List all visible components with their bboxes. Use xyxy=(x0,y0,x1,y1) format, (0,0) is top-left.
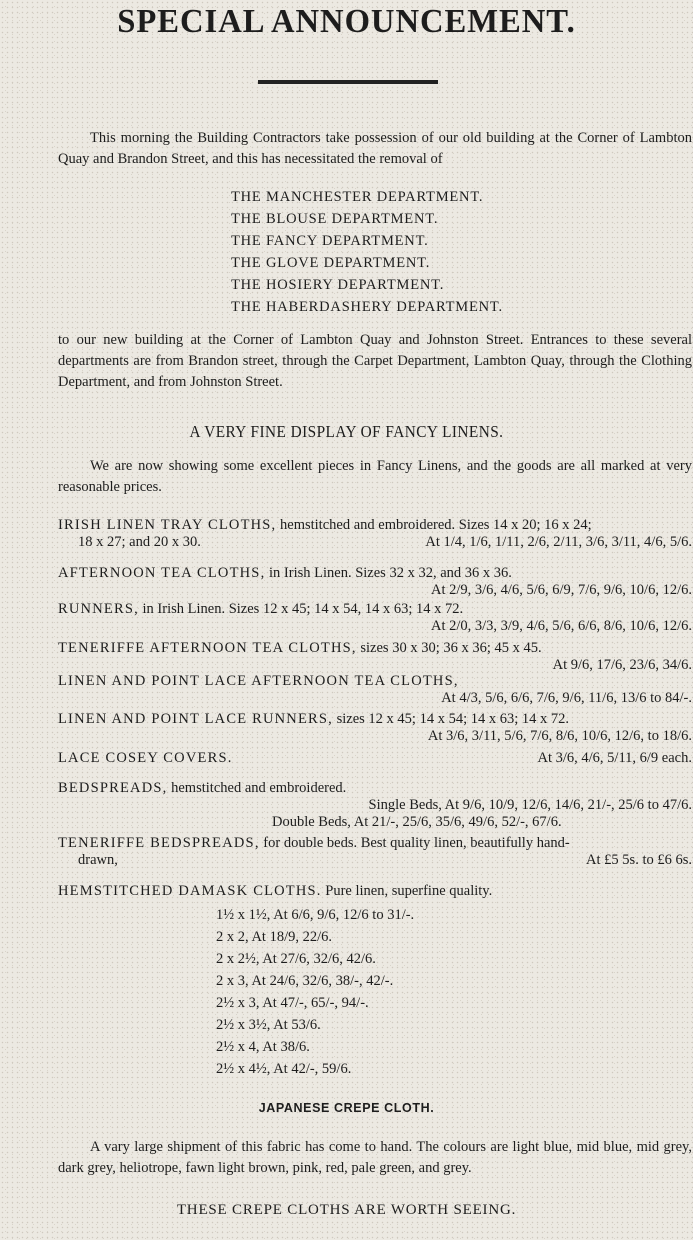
product-desc: sizes 12 x 45; 14 x 54; 14 x 63; 14 x 72. xyxy=(336,711,570,727)
product-lace-runners xyxy=(58,711,692,745)
damask-size-list xyxy=(216,904,414,1080)
department-list xyxy=(231,186,503,318)
product-desc: sizes 30 x 30; 36 x 36; 45 x 45. xyxy=(360,640,542,656)
product-desc: in Irish Linen. Sizes 12 x 45; 14 x 54, 14 x 63; 14 x 72. xyxy=(142,601,464,617)
relocation-paragraph: to our new building at the Corner of Lambton Quay and Johnston Street. Entrances to these several departments are from Brandon street, through the Carpet Department, Lambton Quay, through the Clothing Department, and from Johnston Street. xyxy=(58,332,692,390)
linens-heading: A VERY FINE DISPLAY OF FANCY LINENS. xyxy=(189,422,504,441)
product-prices: At 2/9, 3/6, 4/6, 5/6, 6/9, 7/6, 9/6, 10/6, 12/6. xyxy=(430,582,692,598)
damask-size-item: 2½ x 4, At 38/6. xyxy=(216,1039,310,1055)
product-sizes: 18 x 27; and 20 x 30. xyxy=(78,534,201,550)
product-runners xyxy=(58,601,692,635)
department-item: THE MANCHESTER DEPARTMENT. xyxy=(231,189,484,205)
product-desc: hemstitched and embroidered. xyxy=(171,780,347,796)
product-lace-tea xyxy=(58,673,692,707)
product-name: IRISH LINEN TRAY CLOTHS, xyxy=(58,517,277,533)
product-tray-cloths xyxy=(58,517,692,551)
product-name: LINEN AND POINT LACE AFTERNOON TEA CLOTHS, xyxy=(58,673,459,689)
crepe-heading: JAPANESE CREPE CLOTH. xyxy=(258,1101,435,1115)
product-name: HEMSTITCHED DAMASK CLOTHS. xyxy=(58,883,322,899)
page-heading: SPECIAL ANNOUNCEMENT. xyxy=(117,3,576,40)
product-prices: At 4/3, 5/6, 6/6, 7/6, 9/6, 11/6, 13/6 to 84/-. xyxy=(441,690,692,706)
product-desc: for double beds. Best quality linen, beautifully hand- xyxy=(263,835,570,851)
product-cosey-covers xyxy=(58,750,692,767)
product-desc-cont: drawn, xyxy=(78,852,118,868)
product-name: TENERIFFE AFTERNOON TEA CLOTHS, xyxy=(58,640,357,656)
product-desc: in Irish Linen. Sizes 32 x 32, and 36 x 36. xyxy=(269,565,512,581)
product-teneriffe-bedspreads xyxy=(58,835,692,869)
linens-intro: We are now showing some excellent pieces in Fancy Linens, and the goods are all marked at very reasonable prices. xyxy=(58,458,692,495)
heading-rule xyxy=(258,80,438,84)
product-name: TENERIFFE BEDSPREADS, xyxy=(58,835,260,851)
damask-size-item: 2½ x 4½, At 42/-, 59/6. xyxy=(216,1061,352,1077)
product-name: LACE COSEY COVERS. xyxy=(58,750,233,766)
product-damask-cloths xyxy=(58,883,692,900)
product-name: RUNNERS, xyxy=(58,601,139,617)
product-name: BEDSPREADS, xyxy=(58,780,168,796)
department-item: THE HABERDASHERY DEPARTMENT. xyxy=(231,299,503,315)
product-tea-cloths xyxy=(58,565,692,599)
damask-size-item: 2 x 3, At 24/6, 32/6, 38/-, 42/-. xyxy=(216,973,394,989)
product-name: LINEN AND POINT LACE RUNNERS, xyxy=(58,711,333,727)
damask-size-item: 2 x 2, At 18/9, 22/6. xyxy=(216,929,333,945)
product-teneriffe-tea xyxy=(58,640,692,674)
product-prices: At £5 5s. to £6 6s. xyxy=(586,852,692,868)
product-desc: hemstitched and embroidered. Sizes 14 x 20; 16 x 24; xyxy=(280,517,592,533)
product-bedspreads xyxy=(58,780,692,831)
damask-size-item: 2 x 2½, At 27/6, 32/6, 42/6. xyxy=(216,951,376,967)
product-prices: At 9/6, 17/6, 23/6, 34/6. xyxy=(552,657,692,673)
damask-size-item: 1½ x 1½, At 6/6, 9/6, 12/6 to 31/-. xyxy=(216,907,415,923)
product-prices: At 2/0, 3/3, 3/9, 4/6, 5/6, 6/6, 8/6, 10/6, 12/6. xyxy=(430,618,692,634)
department-item: THE BLOUSE DEPARTMENT. xyxy=(231,211,439,227)
damask-size-item: 2½ x 3½, At 53/6. xyxy=(216,1017,321,1033)
damask-size-item: 2½ x 3, At 47/-, 65/-, 94/-. xyxy=(216,995,369,1011)
department-item: THE GLOVE DEPARTMENT. xyxy=(231,255,431,271)
closing-line: THESE CREPE CLOTHS ARE WORTH SEEING. xyxy=(176,1202,517,1218)
department-item: THE HOSIERY DEPARTMENT. xyxy=(231,277,445,293)
product-desc: Pure linen, superfine quality. xyxy=(325,883,493,899)
product-name: AFTERNOON TEA CLOTHS, xyxy=(58,565,266,581)
product-single-beds: Single Beds, At 9/6, 10/9, 12/6, 14/6, 21/-, 25/6 to 47/6. xyxy=(368,797,692,813)
department-item: THE FANCY DEPARTMENT. xyxy=(231,233,429,249)
intro-paragraph: This morning the Building Contractors take possession of our old building at the Corner of Lambton Quay and Brandon Street, and this has necessitated the removal of xyxy=(58,130,692,167)
product-prices: At 1/4, 1/6, 1/11, 2/6, 2/11, 3/6, 3/11, 4/6, 5/6. xyxy=(425,534,692,550)
product-double-beds: Double Beds, At 21/-, 25/6, 35/6, 49/6, 52/-, 67/6. xyxy=(272,814,562,830)
product-prices: At 3/6, 3/11, 5/6, 7/6, 8/6, 10/6, 12/6, to 18/6. xyxy=(427,728,692,744)
crepe-paragraph: A vary large shipment of this fabric has come to hand. The colours are light blue, mid blue, mid grey, dark grey, heliotrope, fawn light brown, pink, red, pale green, and grey. xyxy=(58,1139,692,1176)
product-prices: At 3/6, 4/6, 5/11, 6/9 each. xyxy=(537,750,692,766)
